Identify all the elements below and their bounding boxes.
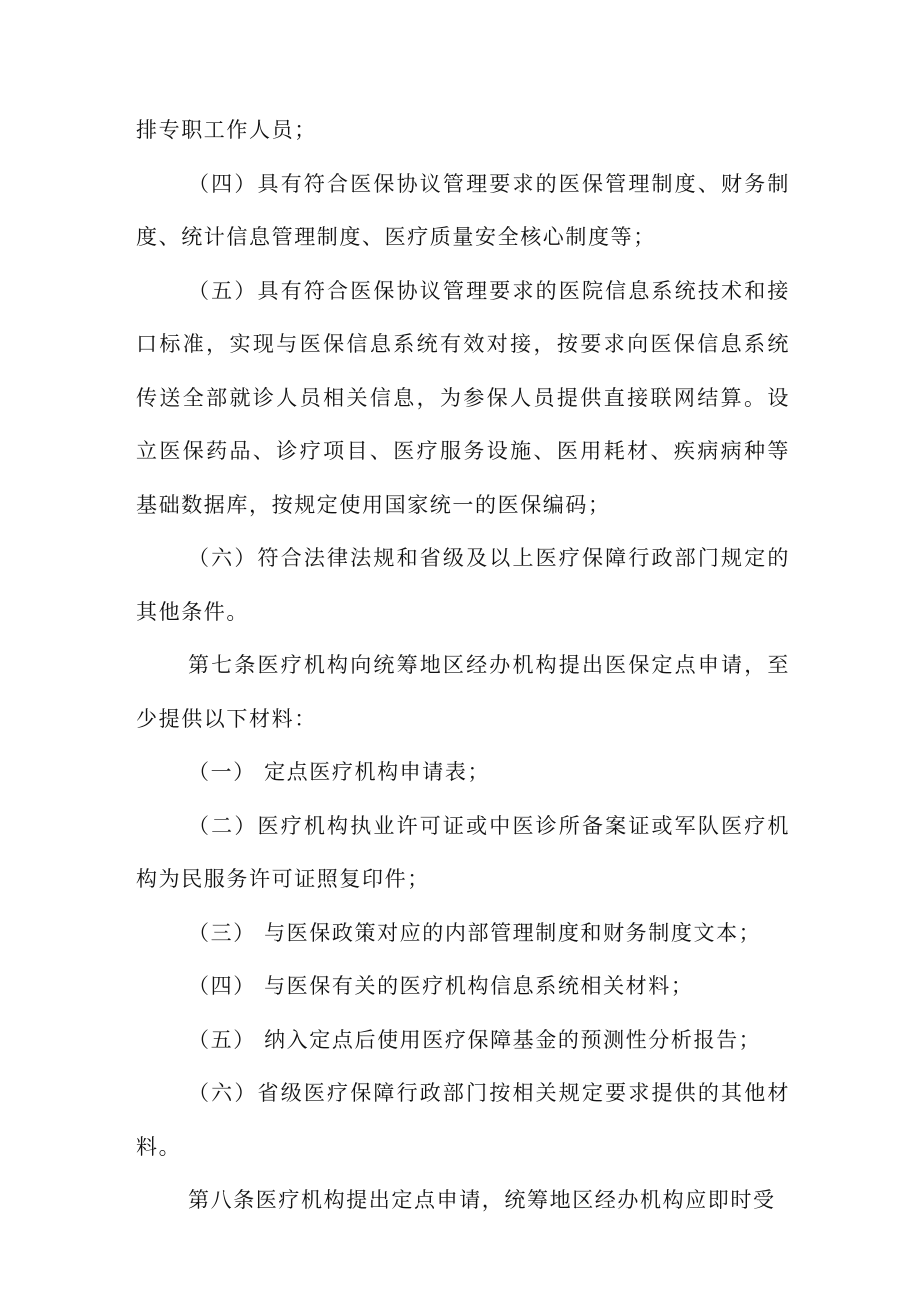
paragraph-staff-continuation: 排专职工作人员；	[136, 118, 317, 142]
paragraph-material-1: （一） 定点医疗机构申请表；	[188, 760, 491, 784]
paragraph-article-7: 第七条医疗机构向统筹地区经办机构提出医保定点申请，至少提供以下材料：	[136, 653, 790, 731]
document-body	[136, 104, 790, 1228]
paragraph-material-6: （六）省级医疗保障行政部门按相关规定要求提供的其他材料。	[136, 1081, 790, 1159]
paragraph-material-5: （五） 纳入定点后使用医疗保障基金的预测性分析报告；	[188, 1027, 762, 1052]
paragraph-material-2: （二）医疗机构执业许可证或中医诊所备案证或军队医疗机构为民服务许可证照复印件；	[136, 813, 790, 891]
paragraph-article-8: 第八条医疗机构提出定点申请，统筹地区经办机构应即时受	[188, 1188, 776, 1212]
paragraph-material-3: （三） 与医保政策对应的内部管理制度和财务制度文本；	[188, 920, 762, 945]
paragraph-item-6-other-conditions: （六）符合法律法规和省级及以上医疗保障行政部门规定的其他条件。	[136, 546, 790, 624]
paragraph-material-4: （四） 与医保有关的医疗机构信息系统相关材料；	[188, 974, 694, 998]
paragraph-item-5-information-systems: （五）具有符合医保协议管理要求的医院信息系统技术和接口标准，实现与医保信息系统有效对接，按要求向医保信息系统传送全部就诊人员相关信息，为参保人员提供直接联网结算。设立医保药品、诊疗项目、医疗服务设施、医用耗材、疾病病种等基础数据库，按规定使用国家统一的医保编码；	[136, 278, 790, 517]
paragraph-item-4-management-systems: （四）具有符合医保协议管理要求的医保管理制度、财务制度、统计信息管理制度、医疗质量安全核心制度等；	[136, 171, 790, 249]
